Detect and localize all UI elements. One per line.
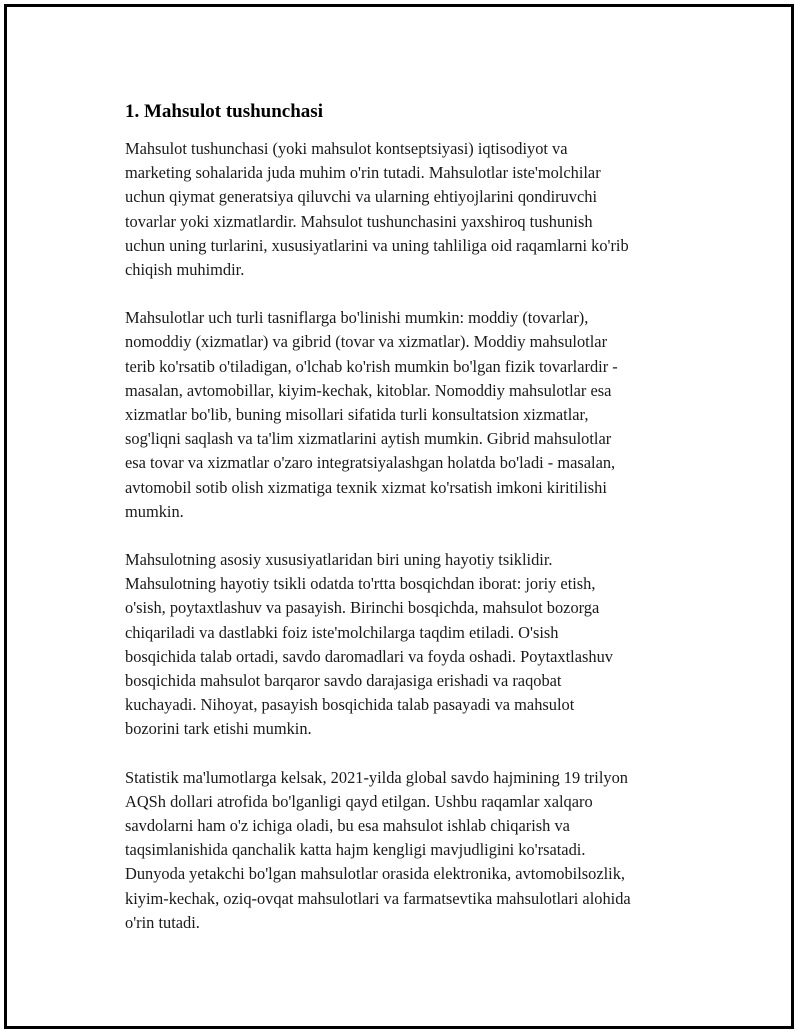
paragraph-definition: Mahsulot tushunchasi (yoki mahsulot kontseptsiyasi) iqtisodiyot va marketing sohalarida juda muhim o'rin tutadi. Mahsulotlar iste'molchilar uchun qiymat generatsiya qiluvchi va ularning ehtiyojlarini qondiruvchi tovarlar yoki xizmatlardir. Mahsulot tushunchasini yaxshiroq tushunish uchun uning turlarini, xususiyatlarini va uning tahliliga oid raqamlarni ko'rib chiqish muhimdir. xyxy=(125,139,629,280)
paragraph-life-cycle: Mahsulotning asosiy xususiyatlaridan biri uning hayotiy tsiklidir. Mahsulotning hayotiy tsikli odatda to'rtta bosqichdan iborat: joriy etish, o'sish, poytaxtlashuv va pasayish. Birinchi bosqichda, mahsulot bozorga chiqariladi va dastlabki foiz iste'molchilarga taqdim etiladi. O'sish bosqichida talab ortadi, savdo daromadlari va foyda oshadi. Poytaxtlashuv bosqichida mahsulot barqaror savdo darajasiga erishadi va raqobat kuchayadi. Nihoyat, pasayish bosqichida talab pasayadi va mahsulot bozorini tark etishi mumkin. xyxy=(125,550,613,739)
document-body xyxy=(125,99,705,959)
page-frame xyxy=(4,4,794,1029)
paragraph-statistics: Statistik ma'lumotlarga kelsak, 2021-yilda global savdo hajmining 19 trilyon AQSh dollari atrofida bo'lganligi qayd etilgan. Ushbu raqamlar xalqaro savdolarni ham o'z ichiga oladi, bu esa mahsulot ishlab chiqarish va taqsimlanishida qanchalik katta hajm kengligi mavjudligini ko'rsatadi. Dunyoda yetakchi bo'lgan mahsulotlar orasida elektronika, avtomobilsozlik, kiyim-kechak, oziq-ovqat mahsulotlari va farmatsevtika mahsulotlari alohida o'rin tutadi. xyxy=(125,767,631,932)
section-heading: 1. Mahsulot tushunchasi xyxy=(125,101,323,122)
paragraph-classification: Mahsulotlar uch turli tasniflarga bo'linishi mumkin: moddiy (tovarlar), nomoddiy (xizmatlar) va gibrid (tovar va xizmatlar). Moddiy mahsulotlar terib ko'rsatib o'tiladigan, o'lchab ko'rish mumkin bo'lgan fizik tovarlardir - masalan, avtomobillar, kiyim-kechak, kitoblar. Nomoddiy mahsulotlar esa xizmatlar bo'lib, buning misollari sifatida turli konsultatsion xizmatlar, sog'liqni saqlash va ta'lim xizmatlarini aytish mumkin. Gibrid mahsulotlar esa tovar va xizmatlar o'zaro integratsiyalashgan holatda bo'ladi - masalan, avtomobil sotib olish xizmatiga texnik xizmat ko'rsatish imkoni kiritilishi mumkin. xyxy=(125,308,618,521)
